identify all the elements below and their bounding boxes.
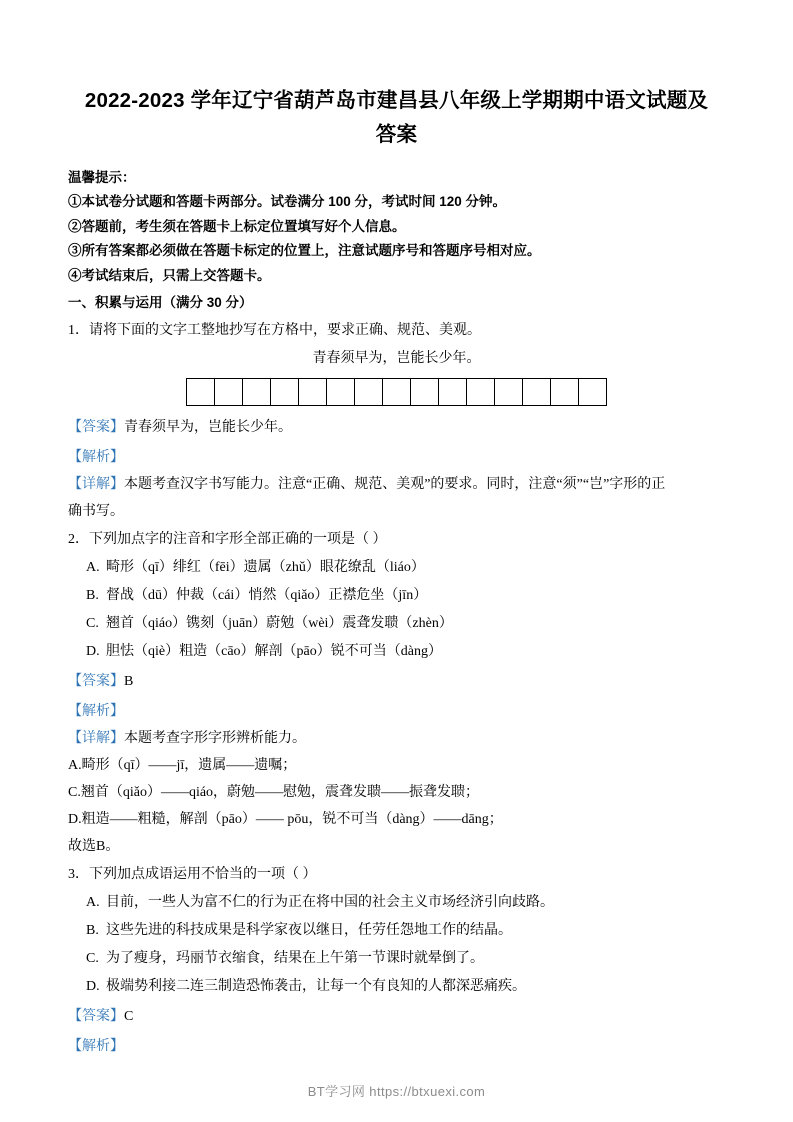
option-text-d: 胆怯（qiè）粗造（cāo）解剖（pāo）锐不可当（dàng）: [106, 644, 442, 659]
answer-text: C: [124, 1009, 134, 1024]
option-text-a: 畸形（qī）绯红（fēi）遗属（zhǔ）眼花缭乱（liáo）: [106, 560, 425, 575]
analysis-tag: 【解析】: [68, 704, 124, 719]
writing-grid-cell: [579, 378, 607, 406]
option-text-b: 督战（dū）仲裁（cái）悄然（qiǎo）正襟危坐（jīn）: [106, 588, 428, 603]
question-1: [68, 318, 725, 344]
option-label-d: D.: [86, 979, 100, 994]
option-label-c: C.: [86, 616, 99, 631]
detail-tag: 【详解】: [68, 731, 124, 746]
question-2-explain-2: C.翘首（qiǎo）——qiáo，蔚勉——慰勉，震聋发聩——振聋发聩；: [68, 785, 480, 800]
option-text-b: 这些先进的科技成果是科学家夜以继日，任劳任怨地工作的结晶。: [106, 923, 512, 938]
question-3-option-b: [68, 917, 725, 944]
option-text-a: 目前，一些人为富不仁的行为正在将中国的社会主义市场经济引向歧路。: [106, 895, 554, 910]
question-2-option-a: [68, 554, 725, 581]
question-2-explain-1: A.畸形（qī）——jī，遗属——遗嘱；: [68, 758, 297, 773]
question-1-answer: [68, 414, 725, 441]
answer-tag: 【答案】: [68, 1009, 124, 1024]
detail-text: 本题考查汉字书写能力。注意“正确、规范、美观”的要求。同时，注意“须”“岂”字形的正: [124, 477, 666, 492]
writing-grid-cell: [271, 378, 299, 406]
writing-grid-cell: [523, 378, 551, 406]
writing-grid-cell: [215, 378, 243, 406]
option-label-d: D.: [86, 644, 100, 659]
writing-grid-cell: [243, 378, 271, 406]
question-2-option-c: [68, 610, 725, 637]
answer-tag: 【答案】: [68, 674, 124, 689]
section-heading: 一、积累与运用（满分 30 分）: [68, 295, 253, 310]
option-label-b: B.: [86, 923, 99, 938]
option-label-a: A.: [86, 895, 100, 910]
question-1-stem: 请将下面的文字工整地抄写在方格中，要求正确、规范、美观。: [89, 323, 481, 338]
tip-line-2: ②答题前，考生须在答题卡上标定位置填写好个人信息。: [68, 218, 406, 234]
tips-heading: 温馨提示：: [68, 170, 136, 185]
question-3-number: 3．: [68, 867, 89, 882]
detail-tag: 【详解】: [68, 477, 124, 492]
question-1-analysis: [68, 444, 725, 471]
writing-grid-cell: [327, 378, 355, 406]
question-1-detail: [68, 472, 725, 498]
analysis-tag: 【解析】: [68, 1039, 124, 1054]
question-2-detail: [68, 726, 725, 752]
question-3-stem: 下列加点成语运用不恰当的一项（ ）: [89, 867, 317, 882]
question-2-option-d: [68, 638, 725, 665]
question-2-option-b: [68, 582, 725, 609]
question-3: [68, 862, 725, 888]
option-text-c: 为了瘦身，玛丽节衣缩食，结果在上午第一节课时就晕倒了。: [106, 951, 484, 966]
analysis-tag: 【解析】: [68, 450, 124, 465]
option-label-b: B.: [86, 588, 99, 603]
question-3-analysis: [68, 1033, 725, 1060]
question-2: [68, 527, 725, 553]
question-2-answer: [68, 668, 725, 695]
tip-line-3: ③所有答案都必须做在答题卡标定的位置上，注意试题序号和答题序号相对应。: [68, 243, 541, 258]
question-1-sentence: 青春须早为，岂能长少年。: [312, 351, 481, 366]
answer-text: B: [124, 674, 134, 689]
writing-grid-cell: [467, 378, 495, 406]
writing-grid-cell: [355, 378, 383, 406]
question-3-option-a: [68, 889, 725, 916]
tip-line-1: ①本试卷分试题和答题卡两部分。试卷满分 100 分，考试时间 120 分钟。: [68, 194, 507, 209]
writing-grid: [68, 378, 725, 406]
option-label-a: A.: [86, 560, 100, 575]
question-2-analysis: [68, 698, 725, 725]
option-text-c: 翘首（qiáo）镌刻（juān）蔚勉（wèi）震聋发聩（zhèn）: [106, 616, 453, 631]
writing-grid-cell: [439, 378, 467, 406]
question-2-stem: 下列加点字的注音和字形全部正确的一项是（ ）: [89, 532, 387, 547]
writing-grid-cell: [551, 378, 579, 406]
question-3-option-c: [68, 945, 725, 972]
question-1-number: 1．: [68, 323, 89, 338]
page-title: 2022-2023 学年辽宁省葫芦岛市建昌县八年级上学期期中语文试题及答案: [84, 89, 709, 146]
detail-text: 本题考查字形字形辨析能力。: [124, 731, 306, 746]
answer-tag: 【答案】: [68, 420, 124, 435]
writing-grid-cell: [383, 378, 411, 406]
question-3-option-d: [68, 973, 725, 1000]
writing-grid-cell: [411, 378, 439, 406]
page-footer: BT学习网 https://btxuexi.com: [307, 1084, 486, 1099]
writing-grid-cell: [299, 378, 327, 406]
answer-text: 青春须早为，岂能长少年。: [124, 420, 292, 435]
question-2-explain-3: D.粗造——粗糙，解剖（pāo）—— pōu，锐不可当（dàng）——dāng；: [68, 812, 503, 827]
question-2-number: 2．: [68, 532, 89, 547]
option-text-d: 极端势利接二连三制造恐怖袭击，让每一个有良知的人都深恶痛疾。: [106, 979, 526, 994]
option-label-c: C.: [86, 951, 99, 966]
question-1-detail-cont: 确书写。: [68, 504, 124, 519]
writing-grid-cell: [495, 378, 523, 406]
writing-grid-row: [186, 378, 607, 406]
question-2-explain-4: 故选B。: [68, 839, 120, 854]
question-3-answer: [68, 1003, 725, 1030]
tip-line-4: ④考试结束后，只需上交答题卡。: [68, 267, 271, 283]
writing-grid-cell: [187, 378, 215, 406]
